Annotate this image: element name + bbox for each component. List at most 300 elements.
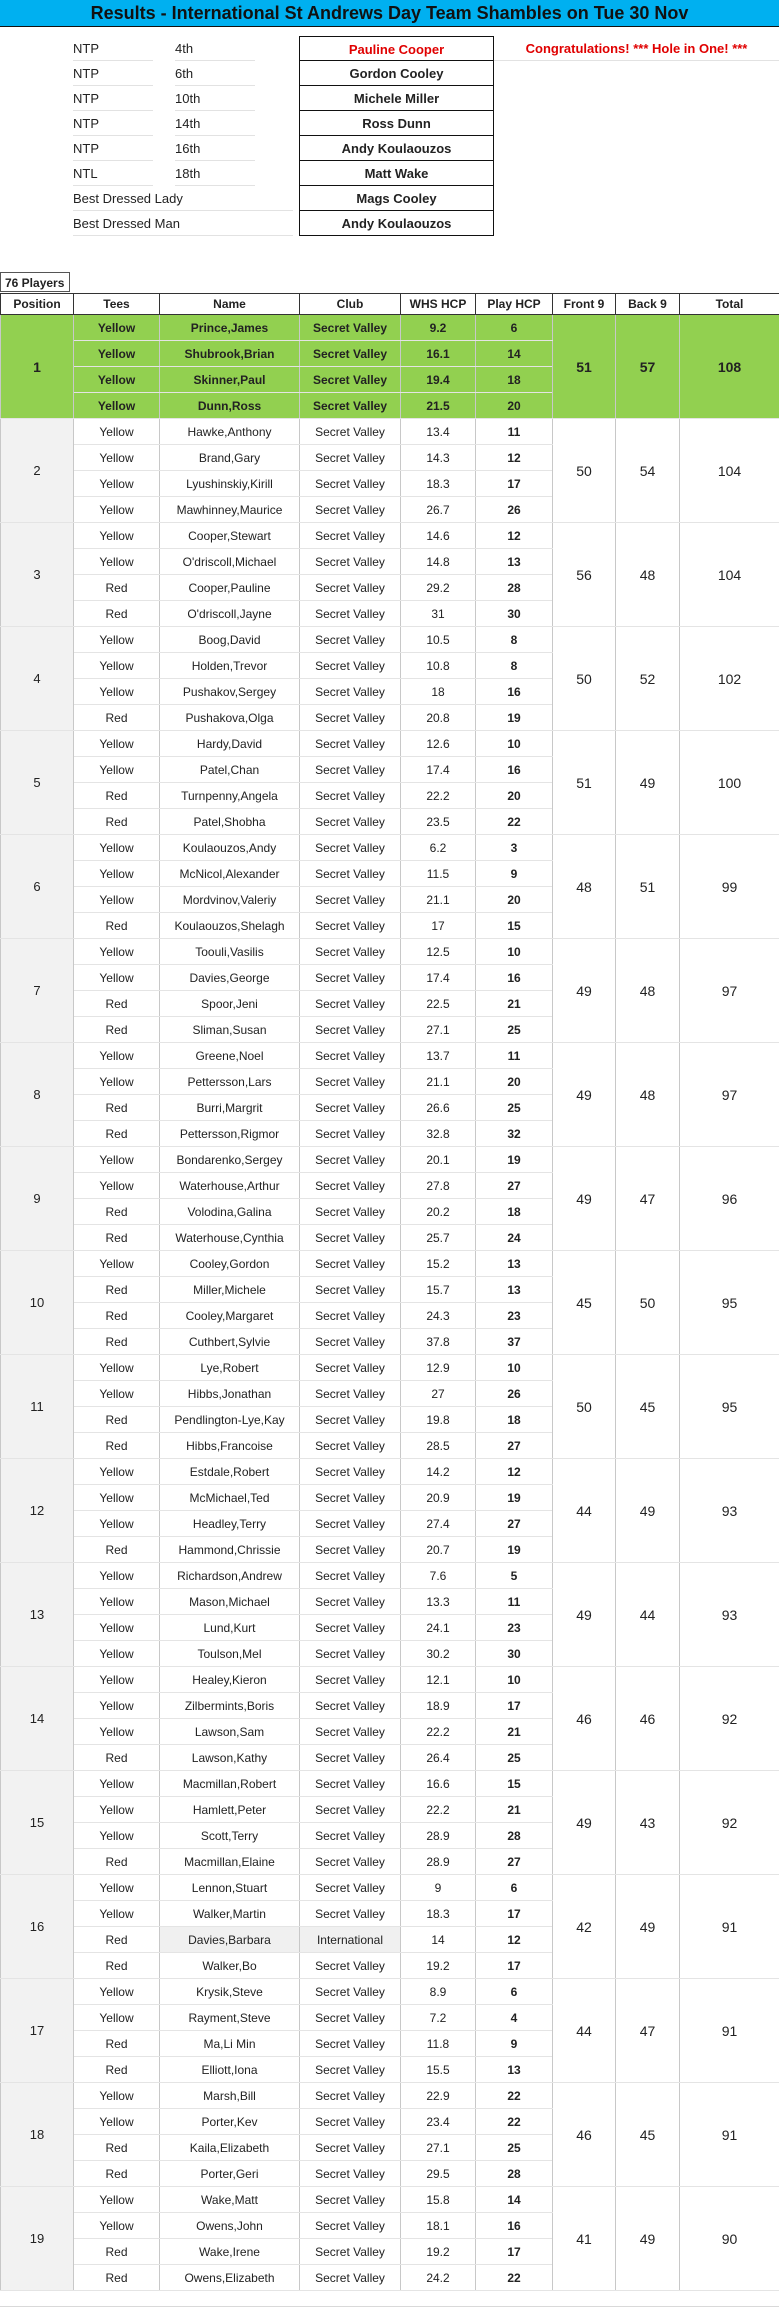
team-front9: 45: [553, 1251, 616, 1355]
player-club: Secret Valley: [300, 1511, 401, 1537]
team-position: 15: [1, 1771, 74, 1875]
player-name: Pendlington-Lye,Kay: [160, 1407, 300, 1433]
team-position: 6: [1, 835, 74, 939]
table-row: [1, 1251, 779, 1277]
player-whs-hcp: 12.6: [401, 731, 476, 757]
player-play-hcp: 20: [476, 783, 553, 809]
table-row: [1, 1563, 779, 1589]
player-name: Davies,George: [160, 965, 300, 991]
header-row: [1, 294, 779, 315]
player-whs-hcp: 26.4: [401, 1745, 476, 1771]
player-tees: Red: [74, 1095, 160, 1121]
player-club: Secret Valley: [300, 1667, 401, 1693]
col-header-tees[interactable]: Tees: [74, 294, 160, 315]
player-tees: Yellow: [74, 315, 160, 341]
player-name: Mason,Michael: [160, 1589, 300, 1615]
team-total: 91: [680, 2083, 779, 2187]
team-back9: 50: [616, 1251, 680, 1355]
player-whs-hcp: 27: [401, 1381, 476, 1407]
player-club: Secret Valley: [300, 1771, 401, 1797]
team-back9: 43: [616, 1771, 680, 1875]
player-whs-hcp: 14.6: [401, 523, 476, 549]
team-back9: 49: [616, 2187, 680, 2291]
player-club: Secret Valley: [300, 757, 401, 783]
player-whs-hcp: 14.2: [401, 1459, 476, 1485]
team-front9: 50: [553, 627, 616, 731]
player-play-hcp: 30: [476, 1641, 553, 1667]
player-club: Secret Valley: [300, 393, 401, 419]
team-front9: 51: [553, 315, 616, 419]
award-hole: 4th: [175, 36, 255, 61]
team-total: 95: [680, 1251, 779, 1355]
player-whs-hcp: 32.8: [401, 1121, 476, 1147]
player-whs-hcp: 20.2: [401, 1199, 476, 1225]
player-play-hcp: 15: [476, 1771, 553, 1797]
team-front9: 42: [553, 1875, 616, 1979]
player-tees: Red: [74, 1927, 160, 1953]
team-back9: 49: [616, 1875, 680, 1979]
player-whs-hcp: 10.5: [401, 627, 476, 653]
player-whs-hcp: 20.9: [401, 1485, 476, 1511]
player-tees: Red: [74, 991, 160, 1017]
player-whs-hcp: 12.5: [401, 939, 476, 965]
player-play-hcp: 24: [476, 1225, 553, 1251]
player-play-hcp: 18: [476, 367, 553, 393]
col-header-total[interactable]: Total: [680, 294, 779, 315]
award-type: Best Dressed Man: [73, 211, 293, 236]
team-back9: 44: [616, 1563, 680, 1667]
player-whs-hcp: 13.3: [401, 1589, 476, 1615]
player-club: Secret Valley: [300, 1199, 401, 1225]
player-play-hcp: 18: [476, 1199, 553, 1225]
team-back9: 57: [616, 315, 680, 419]
player-club: Secret Valley: [300, 1615, 401, 1641]
player-club: Secret Valley: [300, 497, 401, 523]
team-total: 104: [680, 419, 779, 523]
player-name: Porter,Kev: [160, 2109, 300, 2135]
player-club: Secret Valley: [300, 2135, 401, 2161]
player-play-hcp: 19: [476, 1147, 553, 1173]
player-club: Secret Valley: [300, 913, 401, 939]
player-play-hcp: 25: [476, 2135, 553, 2161]
player-play-hcp: 25: [476, 1095, 553, 1121]
player-tees: Red: [74, 2161, 160, 2187]
player-club: Secret Valley: [300, 1407, 401, 1433]
player-tees: Red: [74, 783, 160, 809]
player-tees: Yellow: [74, 393, 160, 419]
player-name: Headley,Terry: [160, 1511, 300, 1537]
player-whs-hcp: 29.2: [401, 575, 476, 601]
player-club: Secret Valley: [300, 523, 401, 549]
team-total: 100: [680, 731, 779, 835]
player-whs-hcp: 20.1: [401, 1147, 476, 1173]
player-club: Secret Valley: [300, 1589, 401, 1615]
player-club: Secret Valley: [300, 1303, 401, 1329]
award-row: [0, 111, 779, 136]
player-club: Secret Valley: [300, 1979, 401, 2005]
player-club: Secret Valley: [300, 367, 401, 393]
player-name: Koulaouzos,Andy: [160, 835, 300, 861]
player-club: Secret Valley: [300, 1537, 401, 1563]
player-name: Wake,Irene: [160, 2239, 300, 2265]
player-play-hcp: 19: [476, 705, 553, 731]
player-whs-hcp: 18: [401, 679, 476, 705]
award-winner: Andy Koulaouzos: [299, 136, 494, 161]
player-tees: Red: [74, 1199, 160, 1225]
col-header-play-hcp[interactable]: Play HCP: [476, 294, 553, 315]
award-winner: Michele Miller: [299, 86, 494, 111]
player-club: Secret Valley: [300, 1745, 401, 1771]
player-tees: Yellow: [74, 1615, 160, 1641]
player-club: Secret Valley: [300, 1381, 401, 1407]
player-whs-hcp: 20.8: [401, 705, 476, 731]
player-name: Patel,Shobha: [160, 809, 300, 835]
team-position: 5: [1, 731, 74, 835]
player-whs-hcp: 11.5: [401, 861, 476, 887]
player-club: Secret Valley: [300, 471, 401, 497]
team-position: 18: [1, 2083, 74, 2187]
player-tees: Yellow: [74, 1355, 160, 1381]
player-name: Walker,Bo: [160, 1953, 300, 1979]
player-play-hcp: 5: [476, 1563, 553, 1589]
player-name: Pettersson,Rigmor: [160, 1121, 300, 1147]
team-front9: 49: [553, 1147, 616, 1251]
player-club: Secret Valley: [300, 835, 401, 861]
player-whs-hcp: 17.4: [401, 965, 476, 991]
player-tees: Red: [74, 1329, 160, 1355]
player-club: Secret Valley: [300, 1953, 401, 1979]
player-tees: Yellow: [74, 1771, 160, 1797]
team-position: 14: [1, 1667, 74, 1771]
player-name: Walker,Martin: [160, 1901, 300, 1927]
player-tees: Yellow: [74, 939, 160, 965]
player-tees: Yellow: [74, 1147, 160, 1173]
player-club: Secret Valley: [300, 1641, 401, 1667]
player-tees: Yellow: [74, 1381, 160, 1407]
player-club: International: [300, 1927, 401, 1953]
player-whs-hcp: 24.2: [401, 2265, 476, 2291]
player-club: Secret Valley: [300, 1849, 401, 1875]
player-whs-hcp: 15.8: [401, 2187, 476, 2213]
players-count: 76 Players: [0, 272, 70, 292]
player-play-hcp: 21: [476, 1797, 553, 1823]
table-row: [1, 2083, 779, 2109]
player-play-hcp: 17: [476, 1693, 553, 1719]
player-name: O'driscoll,Jayne: [160, 601, 300, 627]
player-club: Secret Valley: [300, 1719, 401, 1745]
team-back9: 47: [616, 1979, 680, 2083]
award-type: NTP: [73, 86, 153, 111]
player-name: Shubrook,Brian: [160, 341, 300, 367]
player-tees: Red: [74, 1433, 160, 1459]
team-front9: 46: [553, 1667, 616, 1771]
player-name: Waterhouse,Cynthia: [160, 1225, 300, 1251]
player-whs-hcp: 21.1: [401, 887, 476, 913]
player-tees: Yellow: [74, 1641, 160, 1667]
player-tees: Yellow: [74, 653, 160, 679]
col-header-whs-hcp[interactable]: WHS HCP: [401, 294, 476, 315]
player-tees: Yellow: [74, 965, 160, 991]
player-play-hcp: 20: [476, 393, 553, 419]
col-header-position[interactable]: Position: [1, 294, 74, 315]
team-position: 13: [1, 1563, 74, 1667]
team-back9: 45: [616, 1355, 680, 1459]
award-winner: Gordon Cooley: [299, 61, 494, 86]
player-tees: Red: [74, 1303, 160, 1329]
table-row: [1, 939, 779, 965]
player-play-hcp: 13: [476, 2057, 553, 2083]
player-tees: Yellow: [74, 1173, 160, 1199]
player-tees: Yellow: [74, 497, 160, 523]
player-name: Burri,Margrit: [160, 1095, 300, 1121]
team-total: 92: [680, 1771, 779, 1875]
team-total: 97: [680, 939, 779, 1043]
player-tees: Yellow: [74, 731, 160, 757]
award-row: [0, 86, 779, 111]
player-name: Brand,Gary: [160, 445, 300, 471]
player-name: Hammond,Chrissie: [160, 1537, 300, 1563]
player-whs-hcp: 15.2: [401, 1251, 476, 1277]
player-name: Owens,John: [160, 2213, 300, 2239]
player-whs-hcp: 16.6: [401, 1771, 476, 1797]
player-tees: Yellow: [74, 861, 160, 887]
player-club: Secret Valley: [300, 1121, 401, 1147]
player-play-hcp: 19: [476, 1537, 553, 1563]
player-name: Richardson,Andrew: [160, 1563, 300, 1589]
player-club: Secret Valley: [300, 1277, 401, 1303]
award-winner: Ross Dunn: [299, 111, 494, 136]
player-tees: Red: [74, 2135, 160, 2161]
player-name: Cooper,Stewart: [160, 523, 300, 549]
player-whs-hcp: 27.1: [401, 2135, 476, 2161]
player-whs-hcp: 7.2: [401, 2005, 476, 2031]
player-tees: Yellow: [74, 887, 160, 913]
table-row: [1, 1355, 779, 1381]
player-play-hcp: 16: [476, 965, 553, 991]
player-tees: Red: [74, 1537, 160, 1563]
player-name: McNicol,Alexander: [160, 861, 300, 887]
player-play-hcp: 22: [476, 2109, 553, 2135]
player-club: Secret Valley: [300, 2109, 401, 2135]
player-name: Turnpenny,Angela: [160, 783, 300, 809]
col-header-back9[interactable]: Back 9: [616, 294, 680, 315]
team-front9: 50: [553, 419, 616, 523]
player-whs-hcp: 8.9: [401, 1979, 476, 2005]
player-name: Lund,Kurt: [160, 1615, 300, 1641]
award-type: NTL: [73, 161, 153, 186]
player-name: Bondarenko,Sergey: [160, 1147, 300, 1173]
player-tees: Yellow: [74, 1823, 160, 1849]
col-header-front9[interactable]: Front 9: [553, 294, 616, 315]
player-club: Secret Valley: [300, 1875, 401, 1901]
player-club: Secret Valley: [300, 1563, 401, 1589]
player-play-hcp: 27: [476, 1849, 553, 1875]
player-club: Secret Valley: [300, 653, 401, 679]
player-play-hcp: 16: [476, 2213, 553, 2239]
team-front9: 44: [553, 1459, 616, 1563]
player-whs-hcp: 10.8: [401, 653, 476, 679]
player-club: Secret Valley: [300, 2031, 401, 2057]
player-play-hcp: 8: [476, 653, 553, 679]
player-name: Spoor,Jeni: [160, 991, 300, 1017]
team-back9: 48: [616, 939, 680, 1043]
player-club: Secret Valley: [300, 887, 401, 913]
player-club: Secret Valley: [300, 991, 401, 1017]
player-tees: Yellow: [74, 1589, 160, 1615]
player-tees: Yellow: [74, 2213, 160, 2239]
player-whs-hcp: 31: [401, 601, 476, 627]
player-tees: Yellow: [74, 835, 160, 861]
player-play-hcp: 30: [476, 601, 553, 627]
player-play-hcp: 9: [476, 861, 553, 887]
award-type: NTP: [73, 61, 153, 86]
award-winner: Pauline Cooper: [299, 36, 494, 61]
player-tees: Red: [74, 1121, 160, 1147]
player-whs-hcp: 6.2: [401, 835, 476, 861]
player-tees: Yellow: [74, 1069, 160, 1095]
player-club: Secret Valley: [300, 705, 401, 731]
player-name: Pushakov,Sergey: [160, 679, 300, 705]
player-whs-hcp: 7.6: [401, 1563, 476, 1589]
player-name: Mordvinov,Valeriy: [160, 887, 300, 913]
player-tees: Yellow: [74, 367, 160, 393]
table-row: [1, 2187, 779, 2213]
player-whs-hcp: 18.3: [401, 1901, 476, 1927]
player-whs-hcp: 15.7: [401, 1277, 476, 1303]
player-name: Healey,Kieron: [160, 1667, 300, 1693]
player-tees: Red: [74, 575, 160, 601]
player-club: Secret Valley: [300, 1225, 401, 1251]
team-position: 11: [1, 1355, 74, 1459]
player-tees: Yellow: [74, 1901, 160, 1927]
team-total: 104: [680, 523, 779, 627]
award-row: [0, 211, 779, 236]
player-club: Secret Valley: [300, 1433, 401, 1459]
player-name: Lye,Robert: [160, 1355, 300, 1381]
team-position: 4: [1, 627, 74, 731]
team-front9: 49: [553, 1563, 616, 1667]
player-name: Toouli,Vasilis: [160, 939, 300, 965]
player-whs-hcp: 14.8: [401, 549, 476, 575]
player-whs-hcp: 11.8: [401, 2031, 476, 2057]
player-name: Hardy,David: [160, 731, 300, 757]
player-play-hcp: 6: [476, 315, 553, 341]
player-club: Secret Valley: [300, 1251, 401, 1277]
player-play-hcp: 9: [476, 2031, 553, 2057]
player-tees: Red: [74, 1953, 160, 1979]
team-front9: 51: [553, 731, 616, 835]
player-play-hcp: 11: [476, 419, 553, 445]
col-header-name[interactable]: Name: [160, 294, 300, 315]
team-total: 90: [680, 2187, 779, 2291]
player-club: Secret Valley: [300, 2057, 401, 2083]
team-total: 92: [680, 1667, 779, 1771]
player-play-hcp: 19: [476, 1485, 553, 1511]
player-play-hcp: 13: [476, 549, 553, 575]
player-name: Cooley,Margaret: [160, 1303, 300, 1329]
player-club: Secret Valley: [300, 2265, 401, 2291]
player-whs-hcp: 18.3: [401, 471, 476, 497]
team-total: 102: [680, 627, 779, 731]
player-play-hcp: 20: [476, 1069, 553, 1095]
team-position: 7: [1, 939, 74, 1043]
player-whs-hcp: 26.6: [401, 1095, 476, 1121]
player-tees: Red: [74, 2239, 160, 2265]
player-whs-hcp: 22.9: [401, 2083, 476, 2109]
player-club: Secret Valley: [300, 341, 401, 367]
player-play-hcp: 3: [476, 835, 553, 861]
player-play-hcp: 26: [476, 1381, 553, 1407]
player-name: Boog,David: [160, 627, 300, 653]
player-name: Pushakova,Olga: [160, 705, 300, 731]
award-winner: Andy Koulaouzos: [299, 211, 494, 236]
team-back9: 49: [616, 731, 680, 835]
team-back9: 45: [616, 2083, 680, 2187]
player-whs-hcp: 12.9: [401, 1355, 476, 1381]
player-tees: Red: [74, 809, 160, 835]
player-name: Waterhouse,Arthur: [160, 1173, 300, 1199]
team-back9: 49: [616, 1459, 680, 1563]
team-back9: 46: [616, 1667, 680, 1771]
player-tees: Red: [74, 1225, 160, 1251]
player-play-hcp: 22: [476, 809, 553, 835]
player-name: Krysik,Steve: [160, 1979, 300, 2005]
player-play-hcp: 12: [476, 1459, 553, 1485]
award-type: NTP: [73, 111, 153, 136]
player-play-hcp: 16: [476, 757, 553, 783]
player-tees: Yellow: [74, 1251, 160, 1277]
player-tees: Yellow: [74, 2187, 160, 2213]
player-whs-hcp: 20.7: [401, 1537, 476, 1563]
player-name: Ma,Li Min: [160, 2031, 300, 2057]
player-play-hcp: 27: [476, 1173, 553, 1199]
player-play-hcp: 21: [476, 991, 553, 1017]
award-hole: 18th: [175, 161, 255, 186]
player-club: Secret Valley: [300, 1017, 401, 1043]
player-name: Lyushinskiy,Kirill: [160, 471, 300, 497]
player-club: Secret Valley: [300, 965, 401, 991]
table-row: [1, 1459, 779, 1485]
player-club: Secret Valley: [300, 1173, 401, 1199]
player-name: Wake,Matt: [160, 2187, 300, 2213]
player-tees: Yellow: [74, 1875, 160, 1901]
player-whs-hcp: 18.1: [401, 2213, 476, 2239]
player-play-hcp: 37: [476, 1329, 553, 1355]
award-row: [0, 161, 779, 186]
table-row: [1, 731, 779, 757]
player-club: Secret Valley: [300, 575, 401, 601]
player-play-hcp: 17: [476, 471, 553, 497]
player-whs-hcp: 25.7: [401, 1225, 476, 1251]
table-row: [1, 1875, 779, 1901]
player-whs-hcp: 9: [401, 1875, 476, 1901]
team-front9: 48: [553, 835, 616, 939]
player-name: Lawson,Sam: [160, 1719, 300, 1745]
player-club: Secret Valley: [300, 2239, 401, 2265]
player-play-hcp: 11: [476, 1589, 553, 1615]
team-position: 9: [1, 1147, 74, 1251]
player-name: Holden,Trevor: [160, 653, 300, 679]
player-whs-hcp: 19.2: [401, 2239, 476, 2265]
team-position: 16: [1, 1875, 74, 1979]
player-name: Macmillan,Elaine: [160, 1849, 300, 1875]
player-tees: Yellow: [74, 2109, 160, 2135]
player-play-hcp: 28: [476, 2161, 553, 2187]
table-row: [1, 1771, 779, 1797]
player-tees: Red: [74, 2265, 160, 2291]
player-tees: Yellow: [74, 1719, 160, 1745]
col-header-club[interactable]: Club: [300, 294, 401, 315]
